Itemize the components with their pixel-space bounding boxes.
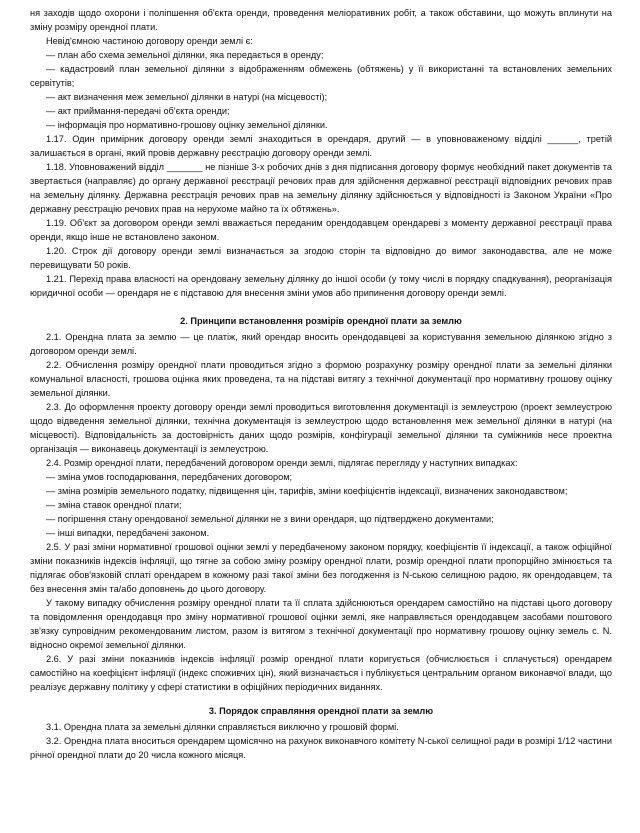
section-heading: 2. Принципи встановлення розмірів орендної плати за землю (180, 316, 462, 326)
clause-2-6: 2.6. У разі зміни показників індексів інфляції розмір орендної плати коригується (обчислюється і сплачується) орендарем самостійно на коефіцієнт інфляції (індекс споживчих цін), який визначається і публікується центральним органом виконавчої влади, що реалізує державну політику у сфері статистики в офіційних періодичних виданнях. (30, 654, 612, 692)
list-item: — інші випадки, передбачені законом. (46, 528, 210, 538)
list-item: — акт приймання-передачі об'єкта оренди; (46, 106, 230, 116)
clause-2-3: 2.3. До оформлення проекту договору оренди землі проводиться виготовлення документації із землеустрою (проект землеустрою щодо відведення земельної ділянки, технічна документація із землеустрою щодо встановлення меж земельної ділянки в натурі (на місцевості). Відповідальність за достовірність даних щодо розмірів, конфігурації земельної ділянки та суміжників несе проектна організація — виконавець документації із землеустрою. (30, 402, 612, 454)
clause-2-5-continued: У такому випадку обчислення розміру орендної плати та її сплата здійснюються орендарем самостійно на підставі цього договору та повідомлення орендодавця про зміну нормативної грошової оцінки землі, яке направляється орендодавцем засобами поштового зв'язку супровідним рекомендованим листом, разом із витягом з технічної документації про нормативну грошову оцінку земель с. N. відносно окремої земельної ділянки. (30, 598, 612, 650)
list-item: — план або схема земельної ділянки, яка передається в оренду; (46, 50, 324, 60)
clause-3-2: 3.2. Орендна плата вноситься орендарем щомісячно на рахунок виконавчого комітету N-ської селищної ради в розмірі 1/12 частини річної орендної плати до 20 числа кожного місяця. (30, 736, 612, 760)
clause-1-20: 1.20. Строк дії договору оренди землі визначається за згодою сторін та відповідно до вимог законодавства, але не може перевищувати 50 років. (30, 246, 612, 270)
list-item: — погіршення стану орендованої земельної ділянки не з вини орендаря, що підтверджено документами; (46, 514, 494, 524)
clause-1-18: 1.18. Уповноважений відділ _______ не пізніше 3-х робочих днів з дня підписання договору формує необхідний пакет документів та звертається (направляє) до органу державної реєстрації речових прав для здійснення державної реєстрації відповідних речових прав на земельну ділянку. Державна реєстрація речових прав на земельну ділянку здійснюється у відповідності із Законом України «Про державну реєстрацію речових прав на нерухоме майно та їх обтяжень». (30, 162, 612, 214)
clause-3-1: 3.1. Орендна плата за земельні ділянки справляється виключно у грошовій формі. (46, 722, 399, 732)
clause-2-4: 2.4. Розмір орендної плати, передбачений договором оренди землі, підлягає перегляду у наступних випадках: (46, 458, 518, 468)
clause-2-5: 2.5. У разі зміни нормативної грошової оцінки землі у передбаченому законом порядку, коефіцієнтів її індексації, а також офіційної зміни показників індексів інфляції, що тягне за собою зміну розміру орендної плати, розмір орендної плати пропорційно змінюється та підлягає обов'язковій сплаті орендарем в кожному разі такої зміни без погодження із N-ською селищною радою, як орендодавцем, та без внесення змін та/або доповнень до цього договору. (30, 542, 612, 594)
paragraph: ня заходів щодо охорони і поліпшення об'єкта оренди, проведення меліоративних робіт, а також обставини, що можуть вплинути на зміну розміру орендної плати. (30, 8, 612, 32)
list-item: — зміна ставок орендної плати; (46, 500, 182, 510)
clause-2-1: 2.1. Орендна плата за землю — це платіж, який орендар вносить орендодавцеві за користування земельною ділянкою згідно з договором оренди землі. (30, 332, 612, 356)
clause-2-2: 2.2. Обчислення розміру орендної плати проводиться згідно з формою розрахунку розміру орендної плати за земельні ділянки комунальної власності, грошова оцінка яких проведена, та на підставі витягу з технічної документації про нормативну грошову оцінку земельної ділянки. (30, 360, 612, 398)
list-item: — зміна умов господарювання, передбачених договором; (46, 472, 293, 482)
clause-1-19: 1.19. Об'єкт за договором оренди землі вважається переданим орендодавцем орендареві з моменту державної реєстрації права оренди, якщо інше не встановлено законом. (30, 218, 612, 242)
paragraph: Невід'ємною частиною договору оренди землі є: (46, 36, 253, 46)
section-heading: 3. Порядок справляння орендної плати за землю (208, 706, 434, 716)
list-item: — зміна розмірів земельного податку, підвищення цін, тарифів, зміни коефіцієнтів індексації, визначених законодавством; (46, 486, 568, 496)
list-item: — інформація про нормативно-грошову оцінку земельної ділянки. (46, 120, 328, 130)
list-item: — акт визначення меж земельної ділянки в натурі (на місцевості); (46, 92, 328, 102)
clause-1-21: 1.21. Перехід права власності на орендовану земельну ділянку до іншої особи (у тому числі в порядку спадкування), реорганізація юридичної особи — орендаря не є підставою для внесення зміни умов або припинення договору оренди землі. (30, 274, 612, 298)
clause-1-17: 1.17. Один примірник договору оренди землі знаходиться в орендаря, другий — в уповноваженому відділі ______, третій залишається в органі, який провів державну реєстрацію договору оренди землі. (30, 134, 612, 158)
list-item: — кадастровий план земельної ділянки з відображенням обмежень (обтяжень) у її використанні та встановлених земельних сервітутів; (30, 64, 612, 88)
